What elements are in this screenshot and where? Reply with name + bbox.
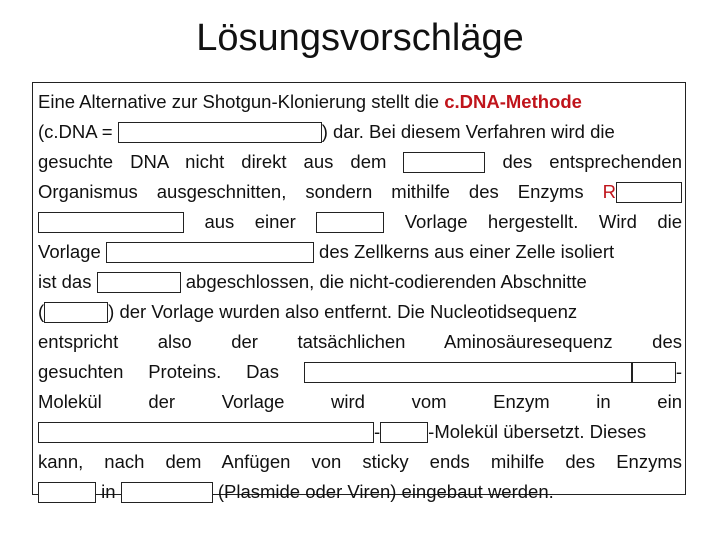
text-line-6 xyxy=(38,237,682,266)
text-fragment: entspricht also der tatsächlichen Aminosäuresequenz des xyxy=(38,331,682,352)
text-line-2 xyxy=(38,117,682,146)
answer-blank[interactable] xyxy=(616,182,682,203)
text-line-3 xyxy=(38,147,682,176)
text-line-12 xyxy=(38,417,682,446)
text-fragment: ( xyxy=(38,301,45,322)
answer-blank[interactable] xyxy=(118,122,322,143)
text-line-7 xyxy=(38,267,682,296)
text-fragment: kann, nach dem Anfügen von sticky ends mihilfe des Enzyms xyxy=(38,451,682,472)
answer-blank[interactable] xyxy=(38,482,96,503)
text-fragment: aus einer xyxy=(184,211,317,232)
answer-blank[interactable] xyxy=(38,212,184,233)
text-line-5 xyxy=(38,207,682,236)
text-fragment: abgeschlossen, die nicht-codierenden Abschnitte xyxy=(180,271,587,292)
answer-blank[interactable] xyxy=(316,212,384,233)
text-line-1 xyxy=(38,87,682,116)
answer-blank[interactable] xyxy=(38,422,374,443)
answer-blank[interactable] xyxy=(97,272,181,293)
answer-blank[interactable] xyxy=(121,482,213,503)
text-line-4 xyxy=(38,177,682,206)
text-fragment: ) dar. Bei diesem Verfahren wird die xyxy=(321,121,615,142)
text-fragment: in xyxy=(96,481,121,502)
text-fragment: Organismus ausgeschnitten, sondern mithilfe des Enzyms xyxy=(38,181,603,202)
answer-blank[interactable] xyxy=(44,302,108,323)
slide-title: Lösungsvorschläge xyxy=(196,17,524,59)
text-fragment: gesuchten Proteins. Das xyxy=(38,361,304,382)
text-fragment: (Plasmide oder Viren) eingebaut werden. xyxy=(212,481,554,502)
text-fragment: des Zellkerns aus einer Zelle isoliert xyxy=(313,241,615,262)
text-line-14 xyxy=(38,477,682,506)
answer-blank[interactable] xyxy=(632,362,676,383)
text-fragment: Eine Alternative zur Shotgun-Klonierung stellt die xyxy=(38,91,445,112)
text-fragment: ist das xyxy=(38,271,97,292)
text-fragment: -Molekül übersetzt. Dieses xyxy=(428,421,647,442)
text-fragment: gesuchte DNA nicht direkt aus dem xyxy=(38,151,404,172)
highlight-enzyme-fragment: R xyxy=(602,181,616,202)
answer-blank[interactable] xyxy=(304,362,632,383)
text-fragment: des entsprechenden xyxy=(485,151,682,172)
text-fragment: Vorlage xyxy=(38,241,106,262)
text-fragment: - xyxy=(675,361,682,382)
answer-blank[interactable] xyxy=(380,422,428,443)
text-fragment: Vorlage hergestellt. Wird die xyxy=(384,211,683,232)
highlight-cdna-method: c.DNA-Methode xyxy=(444,91,582,112)
text-fragment: (c.DNA = xyxy=(38,121,118,142)
text-line-13 xyxy=(38,447,682,476)
text-line-10 xyxy=(38,357,682,386)
text-line-8 xyxy=(38,297,682,326)
text-fragment: Molekül der Vorlage wird vom Enzym in ein xyxy=(38,391,682,412)
text-line-11 xyxy=(38,387,682,416)
text-fragment: - xyxy=(374,421,381,442)
text-line-9 xyxy=(38,327,682,356)
answer-blank[interactable] xyxy=(106,242,314,263)
text-fragment: ) der Vorlage wurden also entfernt. Die Nucleotidsequenz xyxy=(108,301,578,322)
answer-blank[interactable] xyxy=(403,152,485,173)
